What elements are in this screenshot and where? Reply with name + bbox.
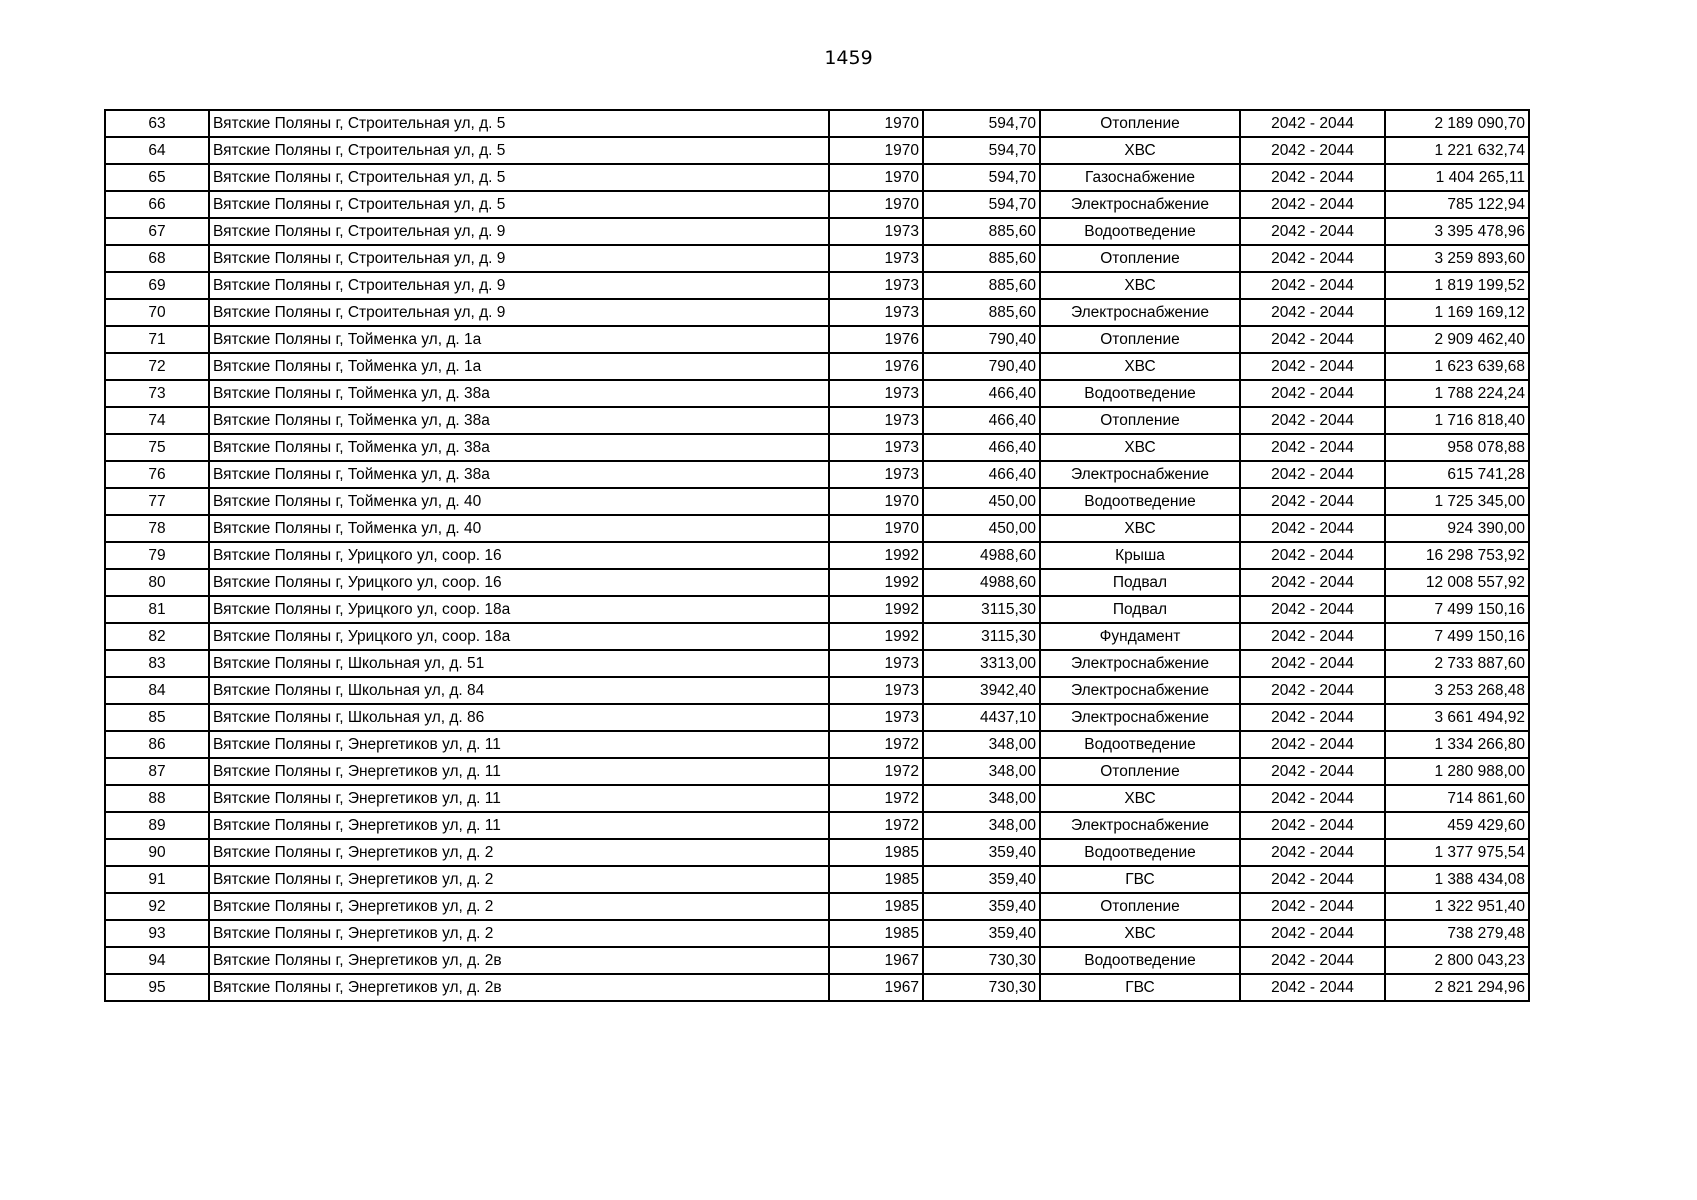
- row-number: 95: [105, 974, 209, 1001]
- cost-cell: 3 259 893,60: [1385, 245, 1529, 272]
- year-built-cell: 1970: [829, 110, 923, 137]
- work-type-cell: Газоснабжение: [1040, 164, 1240, 191]
- row-number: 75: [105, 434, 209, 461]
- table-row: [105, 326, 1529, 353]
- period-cell: 2042 - 2044: [1240, 731, 1385, 758]
- year-built-cell: 1970: [829, 488, 923, 515]
- cost-cell: 1 280 988,00: [1385, 758, 1529, 785]
- address-cell: Вятские Поляны г, Энергетиков ул, д. 2: [209, 839, 829, 866]
- area-cell: 359,40: [923, 893, 1040, 920]
- cost-cell: 1 388 434,08: [1385, 866, 1529, 893]
- table-row: [105, 137, 1529, 164]
- work-type-cell: Отопление: [1040, 326, 1240, 353]
- period-cell: 2042 - 2044: [1240, 812, 1385, 839]
- year-built-cell: 1992: [829, 596, 923, 623]
- address-cell: Вятские Поляны г, Строительная ул, д. 9: [209, 218, 829, 245]
- work-type-cell: Электроснабжение: [1040, 812, 1240, 839]
- table-row: [105, 785, 1529, 812]
- table-row: [105, 866, 1529, 893]
- row-number: 79: [105, 542, 209, 569]
- address-cell: Вятские Поляны г, Энергетиков ул, д. 2в: [209, 947, 829, 974]
- address-cell: Вятские Поляны г, Строительная ул, д. 5: [209, 137, 829, 164]
- period-cell: 2042 - 2044: [1240, 218, 1385, 245]
- cost-cell: 2 189 090,70: [1385, 110, 1529, 137]
- area-cell: 466,40: [923, 461, 1040, 488]
- work-type-cell: Электроснабжение: [1040, 191, 1240, 218]
- area-cell: 3115,30: [923, 596, 1040, 623]
- row-number: 65: [105, 164, 209, 191]
- cost-cell: 7 499 150,16: [1385, 623, 1529, 650]
- cost-cell: 958 078,88: [1385, 434, 1529, 461]
- area-cell: 594,70: [923, 110, 1040, 137]
- work-type-cell: Отопление: [1040, 893, 1240, 920]
- row-number: 87: [105, 758, 209, 785]
- row-number: 83: [105, 650, 209, 677]
- cost-cell: 1 623 639,68: [1385, 353, 1529, 380]
- table-row: [105, 434, 1529, 461]
- table-row: [105, 758, 1529, 785]
- table-row: [105, 245, 1529, 272]
- period-cell: 2042 - 2044: [1240, 434, 1385, 461]
- address-cell: Вятские Поляны г, Урицкого ул, соор. 16: [209, 542, 829, 569]
- cost-cell: 3 395 478,96: [1385, 218, 1529, 245]
- page-number: 1459: [824, 47, 873, 69]
- work-type-cell: Крыша: [1040, 542, 1240, 569]
- area-cell: 885,60: [923, 272, 1040, 299]
- period-cell: 2042 - 2044: [1240, 839, 1385, 866]
- address-cell: Вятские Поляны г, Тойменка ул, д. 38а: [209, 461, 829, 488]
- year-built-cell: 1972: [829, 758, 923, 785]
- table-row: [105, 839, 1529, 866]
- row-number: 88: [105, 785, 209, 812]
- year-built-cell: 1985: [829, 920, 923, 947]
- area-cell: 790,40: [923, 326, 1040, 353]
- address-cell: Вятские Поляны г, Энергетиков ул, д. 2в: [209, 974, 829, 1001]
- address-cell: Вятские Поляны г, Строительная ул, д. 9: [209, 245, 829, 272]
- area-cell: 359,40: [923, 866, 1040, 893]
- table-row: [105, 164, 1529, 191]
- address-cell: Вятские Поляны г, Энергетиков ул, д. 2: [209, 893, 829, 920]
- period-cell: 2042 - 2044: [1240, 542, 1385, 569]
- table-row: [105, 650, 1529, 677]
- address-cell: Вятские Поляны г, Энергетиков ул, д. 2: [209, 866, 829, 893]
- row-number: 90: [105, 839, 209, 866]
- address-cell: Вятские Поляны г, Урицкого ул, соор. 18а: [209, 596, 829, 623]
- cost-cell: 615 741,28: [1385, 461, 1529, 488]
- work-type-cell: Электроснабжение: [1040, 704, 1240, 731]
- year-built-cell: 1973: [829, 461, 923, 488]
- work-type-cell: Водоотведение: [1040, 947, 1240, 974]
- work-type-cell: Электроснабжение: [1040, 461, 1240, 488]
- area-cell: 3313,00: [923, 650, 1040, 677]
- cost-cell: 1 819 199,52: [1385, 272, 1529, 299]
- row-number: 85: [105, 704, 209, 731]
- row-number: 69: [105, 272, 209, 299]
- period-cell: 2042 - 2044: [1240, 920, 1385, 947]
- area-cell: 3942,40: [923, 677, 1040, 704]
- row-number: 78: [105, 515, 209, 542]
- cost-cell: 1 404 265,11: [1385, 164, 1529, 191]
- table-row: [105, 893, 1529, 920]
- period-cell: 2042 - 2044: [1240, 650, 1385, 677]
- work-type-cell: ХВС: [1040, 137, 1240, 164]
- table-row: [105, 974, 1529, 1001]
- address-cell: Вятские Поляны г, Урицкого ул, соор. 18а: [209, 623, 829, 650]
- cost-cell: 1 725 345,00: [1385, 488, 1529, 515]
- cost-cell: 2 909 462,40: [1385, 326, 1529, 353]
- address-cell: Вятские Поляны г, Строительная ул, д. 9: [209, 299, 829, 326]
- work-type-cell: Отопление: [1040, 245, 1240, 272]
- address-cell: Вятские Поляны г, Тойменка ул, д. 40: [209, 515, 829, 542]
- area-cell: 450,00: [923, 488, 1040, 515]
- period-cell: 2042 - 2044: [1240, 326, 1385, 353]
- cost-cell: 1 377 975,54: [1385, 839, 1529, 866]
- period-cell: 2042 - 2044: [1240, 866, 1385, 893]
- year-built-cell: 1992: [829, 542, 923, 569]
- cost-cell: 2 733 887,60: [1385, 650, 1529, 677]
- address-cell: Вятские Поляны г, Строительная ул, д. 9: [209, 272, 829, 299]
- year-built-cell: 1972: [829, 731, 923, 758]
- year-built-cell: 1967: [829, 974, 923, 1001]
- work-type-cell: ХВС: [1040, 920, 1240, 947]
- table-row: [105, 461, 1529, 488]
- table-row: [105, 353, 1529, 380]
- work-type-cell: ХВС: [1040, 434, 1240, 461]
- cost-cell: 3 661 494,92: [1385, 704, 1529, 731]
- cost-cell: 7 499 150,16: [1385, 596, 1529, 623]
- year-built-cell: 1985: [829, 866, 923, 893]
- area-cell: 730,30: [923, 947, 1040, 974]
- period-cell: 2042 - 2044: [1240, 488, 1385, 515]
- year-built-cell: 1973: [829, 245, 923, 272]
- period-cell: 2042 - 2044: [1240, 461, 1385, 488]
- year-built-cell: 1970: [829, 191, 923, 218]
- table-row: [105, 110, 1529, 137]
- work-type-cell: Электроснабжение: [1040, 677, 1240, 704]
- year-built-cell: 1972: [829, 785, 923, 812]
- area-cell: 348,00: [923, 758, 1040, 785]
- period-cell: 2042 - 2044: [1240, 380, 1385, 407]
- table-row: [105, 515, 1529, 542]
- row-number: 73: [105, 380, 209, 407]
- address-cell: Вятские Поляны г, Энергетиков ул, д. 11: [209, 785, 829, 812]
- period-cell: 2042 - 2044: [1240, 515, 1385, 542]
- area-cell: 885,60: [923, 218, 1040, 245]
- cost-cell: 16 298 753,92: [1385, 542, 1529, 569]
- area-cell: 885,60: [923, 245, 1040, 272]
- work-type-cell: ГВС: [1040, 866, 1240, 893]
- table-row: [105, 596, 1529, 623]
- period-cell: 2042 - 2044: [1240, 299, 1385, 326]
- cost-cell: 12 008 557,92: [1385, 569, 1529, 596]
- table-row: [105, 569, 1529, 596]
- area-cell: 466,40: [923, 407, 1040, 434]
- row-number: 68: [105, 245, 209, 272]
- year-built-cell: 1973: [829, 218, 923, 245]
- address-cell: Вятские Поляны г, Тойменка ул, д. 1а: [209, 353, 829, 380]
- address-cell: Вятские Поляны г, Тойменка ул, д. 38а: [209, 407, 829, 434]
- row-number: 86: [105, 731, 209, 758]
- area-cell: 466,40: [923, 380, 1040, 407]
- address-cell: Вятские Поляны г, Тойменка ул, д. 40: [209, 488, 829, 515]
- year-built-cell: 1992: [829, 623, 923, 650]
- row-number: 70: [105, 299, 209, 326]
- row-number: 93: [105, 920, 209, 947]
- year-built-cell: 1973: [829, 299, 923, 326]
- table-row: [105, 488, 1529, 515]
- address-cell: Вятские Поляны г, Энергетиков ул, д. 11: [209, 731, 829, 758]
- row-number: 94: [105, 947, 209, 974]
- work-type-cell: Подвал: [1040, 596, 1240, 623]
- address-cell: Вятские Поляны г, Школьная ул, д. 86: [209, 704, 829, 731]
- row-number: 64: [105, 137, 209, 164]
- year-built-cell: 1973: [829, 380, 923, 407]
- cost-cell: 1 716 818,40: [1385, 407, 1529, 434]
- period-cell: 2042 - 2044: [1240, 569, 1385, 596]
- address-cell: Вятские Поляны г, Строительная ул, д. 5: [209, 164, 829, 191]
- year-built-cell: 1970: [829, 164, 923, 191]
- year-built-cell: 1973: [829, 272, 923, 299]
- area-cell: 730,30: [923, 974, 1040, 1001]
- table-row: [105, 299, 1529, 326]
- work-type-cell: ГВС: [1040, 974, 1240, 1001]
- work-type-cell: Отопление: [1040, 758, 1240, 785]
- address-cell: Вятские Поляны г, Энергетиков ул, д. 11: [209, 758, 829, 785]
- table-row: [105, 542, 1529, 569]
- work-type-cell: Фундамент: [1040, 623, 1240, 650]
- period-cell: 2042 - 2044: [1240, 191, 1385, 218]
- period-cell: 2042 - 2044: [1240, 596, 1385, 623]
- year-built-cell: 1973: [829, 434, 923, 461]
- year-built-cell: 1967: [829, 947, 923, 974]
- address-cell: Вятские Поляны г, Школьная ул, д. 51: [209, 650, 829, 677]
- work-type-cell: Электроснабжение: [1040, 299, 1240, 326]
- period-cell: 2042 - 2044: [1240, 137, 1385, 164]
- year-built-cell: 1985: [829, 839, 923, 866]
- period-cell: 2042 - 2044: [1240, 758, 1385, 785]
- year-built-cell: 1973: [829, 407, 923, 434]
- period-cell: 2042 - 2044: [1240, 893, 1385, 920]
- cost-cell: 924 390,00: [1385, 515, 1529, 542]
- table-row: [105, 812, 1529, 839]
- table-row: [105, 272, 1529, 299]
- work-type-cell: Электроснабжение: [1040, 650, 1240, 677]
- area-cell: 3115,30: [923, 623, 1040, 650]
- year-built-cell: 1970: [829, 515, 923, 542]
- cost-cell: 714 861,60: [1385, 785, 1529, 812]
- area-cell: 348,00: [923, 731, 1040, 758]
- address-cell: Вятские Поляны г, Школьная ул, д. 84: [209, 677, 829, 704]
- row-number: 84: [105, 677, 209, 704]
- row-number: 74: [105, 407, 209, 434]
- area-cell: 4988,60: [923, 542, 1040, 569]
- work-type-cell: Отопление: [1040, 110, 1240, 137]
- cost-cell: 1 221 632,74: [1385, 137, 1529, 164]
- year-built-cell: 1973: [829, 677, 923, 704]
- address-cell: Вятские Поляны г, Энергетиков ул, д. 2: [209, 920, 829, 947]
- row-number: 80: [105, 569, 209, 596]
- area-cell: 348,00: [923, 785, 1040, 812]
- table-body: [105, 110, 1529, 1001]
- period-cell: 2042 - 2044: [1240, 677, 1385, 704]
- table-row: [105, 380, 1529, 407]
- cost-cell: 459 429,60: [1385, 812, 1529, 839]
- year-built-cell: 1976: [829, 353, 923, 380]
- repair-schedule-table: [104, 109, 1530, 1002]
- area-cell: 594,70: [923, 164, 1040, 191]
- area-cell: 594,70: [923, 191, 1040, 218]
- area-cell: 885,60: [923, 299, 1040, 326]
- row-number: 89: [105, 812, 209, 839]
- table-row: [105, 218, 1529, 245]
- work-type-cell: Отопление: [1040, 407, 1240, 434]
- work-type-cell: Водоотведение: [1040, 218, 1240, 245]
- table-row: [105, 731, 1529, 758]
- work-type-cell: Водоотведение: [1040, 731, 1240, 758]
- work-type-cell: Подвал: [1040, 569, 1240, 596]
- row-number: 77: [105, 488, 209, 515]
- area-cell: 359,40: [923, 920, 1040, 947]
- table-row: [105, 920, 1529, 947]
- period-cell: 2042 - 2044: [1240, 110, 1385, 137]
- cost-cell: 2 821 294,96: [1385, 974, 1529, 1001]
- work-type-cell: Водоотведение: [1040, 488, 1240, 515]
- address-cell: Вятские Поляны г, Урицкого ул, соор. 16: [209, 569, 829, 596]
- period-cell: 2042 - 2044: [1240, 272, 1385, 299]
- work-type-cell: ХВС: [1040, 785, 1240, 812]
- period-cell: 2042 - 2044: [1240, 407, 1385, 434]
- cost-cell: 1 322 951,40: [1385, 893, 1529, 920]
- work-type-cell: ХВС: [1040, 515, 1240, 542]
- year-built-cell: 1970: [829, 137, 923, 164]
- address-cell: Вятские Поляны г, Энергетиков ул, д. 11: [209, 812, 829, 839]
- address-cell: Вятские Поляны г, Тойменка ул, д. 1а: [209, 326, 829, 353]
- cost-cell: 3 253 268,48: [1385, 677, 1529, 704]
- cost-cell: 738 279,48: [1385, 920, 1529, 947]
- area-cell: 790,40: [923, 353, 1040, 380]
- address-cell: Вятские Поляны г, Строительная ул, д. 5: [209, 110, 829, 137]
- cost-cell: 2 800 043,23: [1385, 947, 1529, 974]
- period-cell: 2042 - 2044: [1240, 785, 1385, 812]
- row-number: 66: [105, 191, 209, 218]
- period-cell: 2042 - 2044: [1240, 974, 1385, 1001]
- table-row: [105, 623, 1529, 650]
- cost-cell: 1 169 169,12: [1385, 299, 1529, 326]
- year-built-cell: 1992: [829, 569, 923, 596]
- row-number: 92: [105, 893, 209, 920]
- work-type-cell: Водоотведение: [1040, 839, 1240, 866]
- row-number: 76: [105, 461, 209, 488]
- year-built-cell: 1973: [829, 650, 923, 677]
- period-cell: 2042 - 2044: [1240, 353, 1385, 380]
- work-type-cell: ХВС: [1040, 353, 1240, 380]
- row-number: 91: [105, 866, 209, 893]
- row-number: 72: [105, 353, 209, 380]
- table-row: [105, 407, 1529, 434]
- cost-cell: 1 788 224,24: [1385, 380, 1529, 407]
- table-row: [105, 704, 1529, 731]
- row-number: 63: [105, 110, 209, 137]
- area-cell: 450,00: [923, 515, 1040, 542]
- year-built-cell: 1985: [829, 893, 923, 920]
- table-row: [105, 191, 1529, 218]
- area-cell: 594,70: [923, 137, 1040, 164]
- period-cell: 2042 - 2044: [1240, 623, 1385, 650]
- area-cell: 348,00: [923, 812, 1040, 839]
- year-built-cell: 1976: [829, 326, 923, 353]
- address-cell: Вятские Поляны г, Строительная ул, д. 5: [209, 191, 829, 218]
- area-cell: 4988,60: [923, 569, 1040, 596]
- address-cell: Вятские Поляны г, Тойменка ул, д. 38а: [209, 380, 829, 407]
- row-number: 82: [105, 623, 209, 650]
- area-cell: 4437,10: [923, 704, 1040, 731]
- period-cell: 2042 - 2044: [1240, 164, 1385, 191]
- cost-cell: 1 334 266,80: [1385, 731, 1529, 758]
- period-cell: 2042 - 2044: [1240, 245, 1385, 272]
- row-number: 67: [105, 218, 209, 245]
- row-number: 71: [105, 326, 209, 353]
- year-built-cell: 1973: [829, 704, 923, 731]
- work-type-cell: ХВС: [1040, 272, 1240, 299]
- row-number: 81: [105, 596, 209, 623]
- period-cell: 2042 - 2044: [1240, 947, 1385, 974]
- table-row: [105, 677, 1529, 704]
- address-cell: Вятские Поляны г, Тойменка ул, д. 38а: [209, 434, 829, 461]
- cost-cell: 785 122,94: [1385, 191, 1529, 218]
- area-cell: 466,40: [923, 434, 1040, 461]
- work-type-cell: Водоотведение: [1040, 380, 1240, 407]
- area-cell: 359,40: [923, 839, 1040, 866]
- year-built-cell: 1972: [829, 812, 923, 839]
- period-cell: 2042 - 2044: [1240, 704, 1385, 731]
- table-row: [105, 947, 1529, 974]
